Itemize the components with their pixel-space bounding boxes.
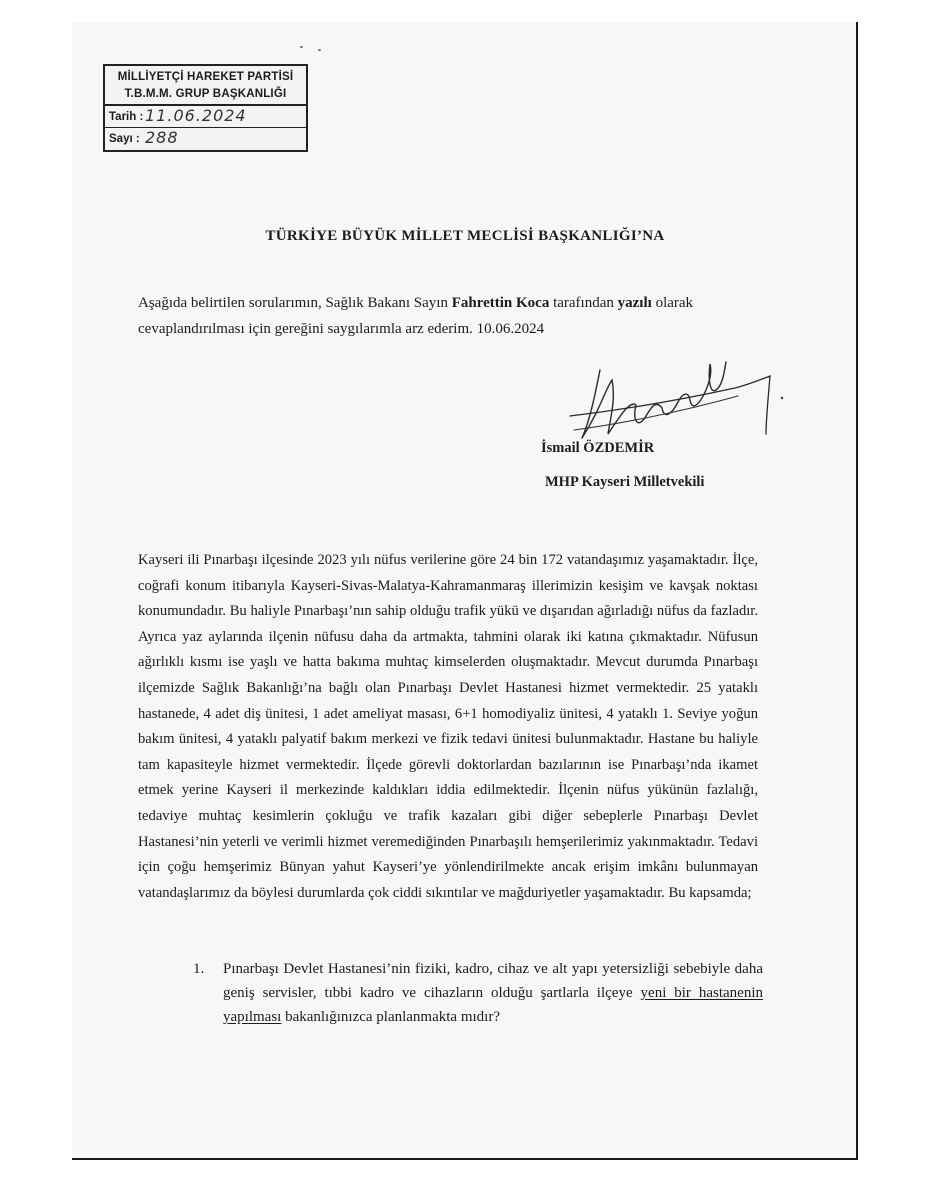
- stamp-date-row: [105, 106, 306, 128]
- intro-paragraph: [138, 290, 758, 342]
- stamp-date-value: 11.06.2024: [145, 106, 247, 125]
- written-emphasis: yazılı: [617, 295, 652, 311]
- registry-stamp: [103, 64, 308, 152]
- stamp-number-value: 288: [145, 128, 179, 147]
- stamp-org-line2: T.B.M.M. GRUP BAŞKANLIĞI: [124, 88, 287, 100]
- scan-speck: [300, 46, 303, 48]
- intro-text-3: olarak cevaplandırılması için gereğini saygılarımla arz ederim. 10.06.2024: [138, 295, 694, 337]
- stamp-header: [105, 66, 306, 106]
- stamp-date-label: Tarih :: [109, 111, 144, 123]
- stamp-number-label: Sayı :: [109, 133, 140, 145]
- question-text-underlined: yeni bir hastanenin yapılması: [223, 985, 763, 1025]
- scan-speck: [318, 49, 321, 51]
- body-paragraph: Kayseri ili Pınarbaşı ilçesinde 2023 yılı nüfus verilerine göre 24 bin 172 vatandaşımız yaşamaktadır. İlçe, coğrafi konum itibarıyla Kayseri-Sivas-Malatya-Kahramanmaraş illerimizin kesişim ve kavşak noktası konumundadır. Bu haliyle Pınarbaşı’nın sahip olduğu trafik yükü ve dışarıdan ağırladığı nüfus da fazladır. Ayrıca yaz aylarında ilçenin nüfusu daha da artmakta, tahmini olarak iki katına çıkmaktadır. Nüfusun ağırlıklı kısmı ise yaşlı ve hatta bakıma muhtaç kimselerden oluşmaktadır. Mevcut durumda Pınarbaşı ilçemizde Sağlık Bakanlığı’na bağlı olan Pınarbaşı Devlet Hastanesi hizmet vermektedir. 25 yataklı hastanede, 4 adet diş ünitesi, 1 adet ameliyat masası, 6+1 homodiyaliz ünitesi, 4 yataklı 1. Seviye yoğun bakım ünitesi, 4 yataklı palyatif bakım merkezi ve fizik tedavi ünitesi bulunmaktadır. Hastane bu haliyle tam kapasiteyle hizmet vermektedir. İlçede görevli doktorlardan bazılarının ise Pınarbaşı’nda ikamet etmek yerine Kayseri il merkezinde kaldıkları iddia edilmektedir. İlçenin nüfus yükünün fazlalığı, tedaviye muhtaç kesimlerin çokluğu ve trafik kazaları gibi diğer sebeplerle Pınarbaşı Devlet Hastanesi’nin yeterli ve verimli hizmet veremediğinden Pınarbaşılı hemşerilerimiz yakınmaktadır. Tedavi için çoğu hemşerimiz Bünyan yahut Kayseri’ye yönlendirilmekte ancak erişim imkânı bulunmayan vatandaşlarımız da böylesi durumlarda çok ciddi sıkıntılar ve mağduriyetler yaşamaktadır. Bu kapsamda;: [138, 552, 758, 901]
- question-text-after: bakanlığınızca planlanmakta mıdır?: [281, 1009, 500, 1025]
- minister-name: Fahrettin Koca: [451, 295, 550, 311]
- question-text-before: Pınarbaşı Devlet Hastanesi’nin fiziki, kadro, cihaz ve alt yapı yetersizliği sebebiyle daha geniş servisler, tıbbi kadro ve cihazların olduğu şartlarla ilçeye: [223, 961, 763, 1001]
- question-number: 1.: [193, 961, 205, 977]
- signer-name: İsmail ÖZDEMİR: [541, 440, 655, 456]
- intro-text-2: tarafından: [549, 295, 618, 311]
- stamp-number-row: [105, 128, 306, 150]
- document-title: TÜRKİYE BÜYÜK MİLLET MECLİSİ BAŞKANLIĞI’NA: [265, 228, 665, 244]
- intro-text-1: Aşağıda belirtilen sorularımın, Sağlık Bakanı Sayın: [138, 295, 452, 311]
- stamp-org-line1: MİLLİYETÇİ HAREKET PARTİSİ: [117, 71, 294, 83]
- signer-title: MHP Kayseri Milletvekili: [545, 474, 705, 490]
- question-text: [223, 957, 763, 1029]
